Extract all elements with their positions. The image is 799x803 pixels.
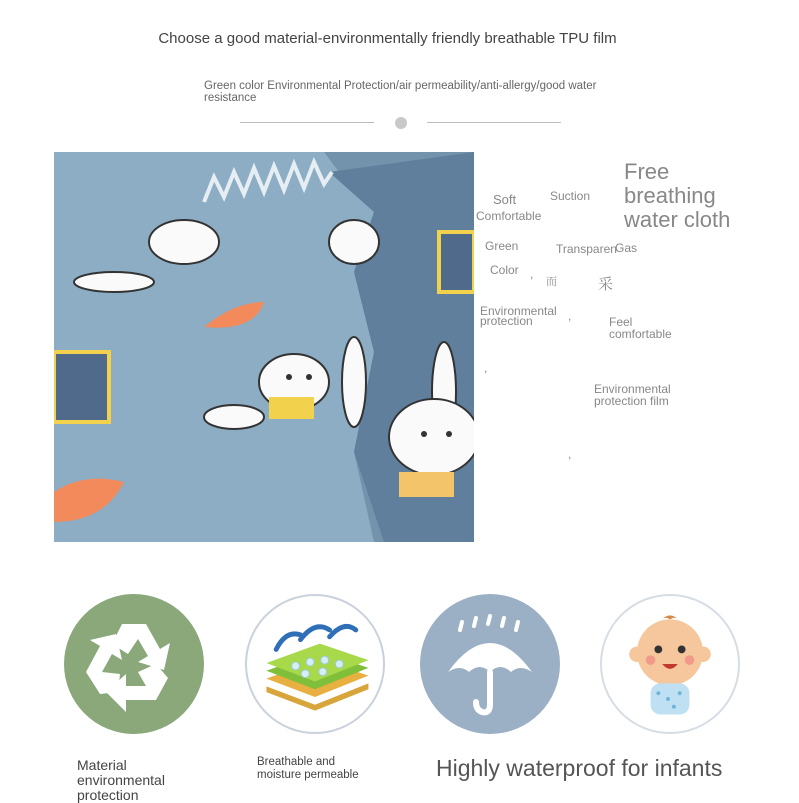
divider-right	[427, 122, 561, 123]
page-title: Choose a good material-environmentally friendly breathable TPU film	[158, 30, 617, 47]
recycle-circle	[64, 594, 204, 734]
label-comma-3: ,	[484, 361, 488, 375]
baby-icon	[602, 596, 738, 732]
label-comfortable-2: comfortable	[609, 327, 672, 341]
label-comma-4: ,	[568, 447, 572, 461]
label-gas: Gas	[615, 241, 638, 255]
label-comfortable: Comfortable	[476, 209, 542, 223]
waterproof-circle	[420, 594, 560, 734]
label-green: Green	[485, 239, 519, 253]
recycle-icon	[64, 594, 204, 734]
caption-breathable-line-2: moisture permeable	[257, 769, 359, 781]
caption-waterproof: Highly waterproof for infants	[436, 755, 723, 781]
divider-dot	[395, 117, 407, 129]
label-comma-2: ,	[568, 309, 572, 323]
caption-material-line-2: environmental	[77, 772, 165, 788]
label-env-protection-1: Environmental	[480, 304, 557, 318]
caption-material-line-3: protection	[77, 787, 139, 803]
label-water-cloth: water cloth	[624, 207, 731, 232]
baby-circle	[600, 594, 740, 734]
label-color: Color	[490, 263, 519, 277]
label-breathing: breathing	[624, 183, 716, 208]
breathable-layers-icon	[247, 596, 383, 732]
label-transparent: Transparen	[556, 242, 617, 256]
label-env-protection-2: protection	[480, 314, 533, 328]
caption-breathable	[257, 756, 359, 782]
fabric-illustration	[54, 152, 474, 542]
breathable-circle	[245, 594, 385, 734]
page-subtitle: Green color Environmental Protection/air permeability/anti-allergy/good water resistance	[204, 80, 597, 104]
label-comma-1: ,	[530, 267, 534, 281]
fabric-photo	[54, 152, 474, 542]
label-char-1: 而	[546, 276, 557, 288]
caption-material-line-1: Material	[77, 757, 127, 773]
divider-left	[240, 122, 374, 123]
label-feel: Feel	[609, 315, 633, 329]
label-soft: Soft	[493, 192, 517, 207]
label-char-2: 采	[598, 276, 614, 293]
caption-breathable-line-1: Breathable and	[257, 756, 336, 768]
label-env-film-2: protection film	[594, 394, 669, 408]
label-suction: Suction	[550, 189, 591, 203]
label-env-film-1: Environmental	[594, 382, 671, 396]
label-free: Free	[624, 159, 670, 184]
caption-material	[77, 758, 165, 803]
umbrella-rain-icon	[420, 594, 560, 734]
